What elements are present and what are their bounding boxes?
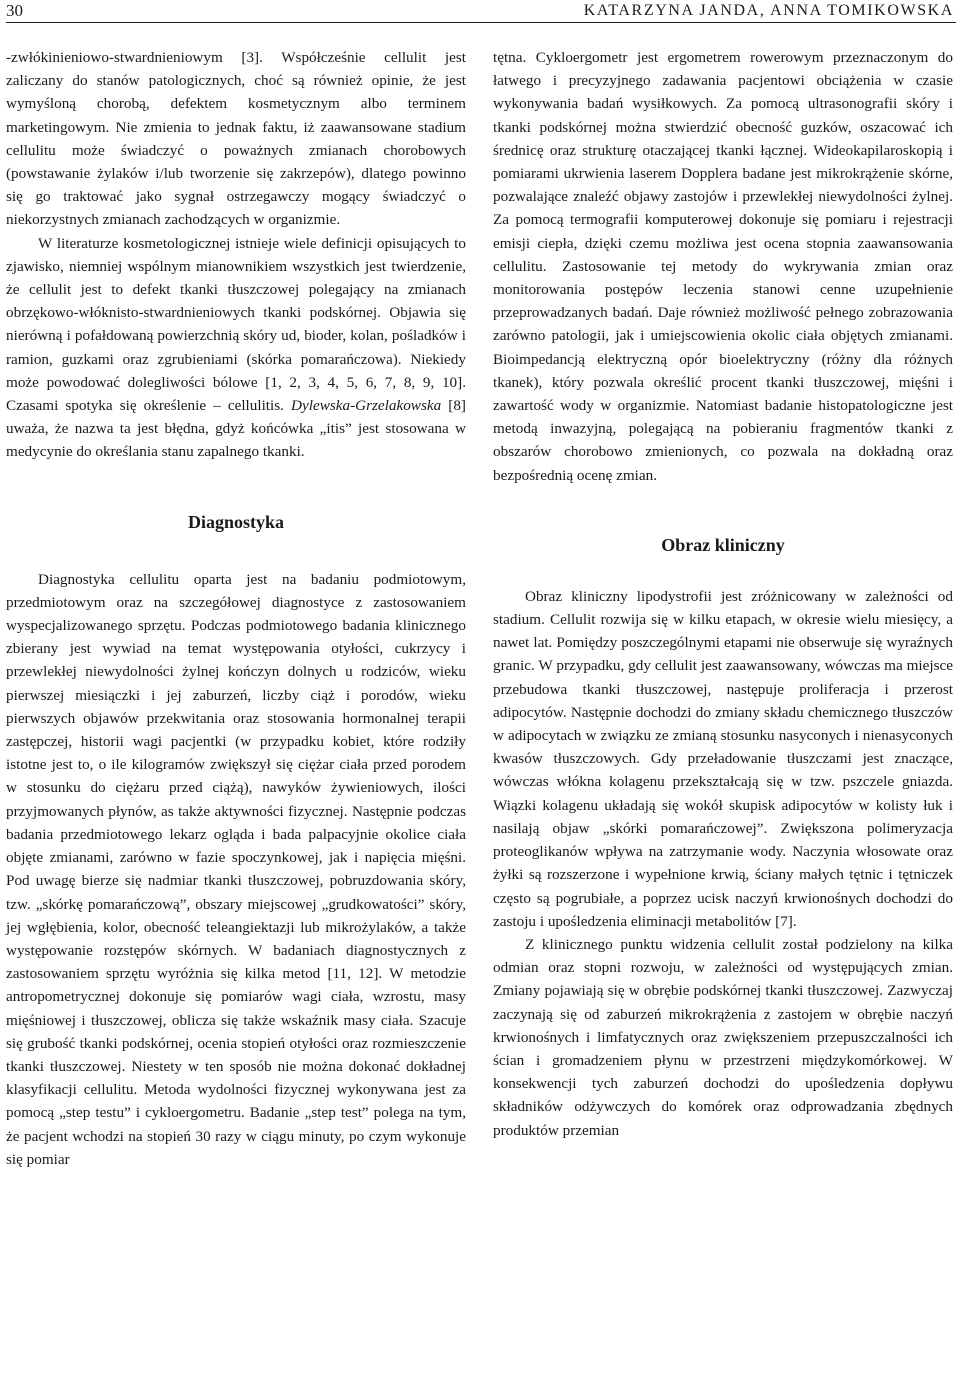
right-column: [493, 46, 953, 1142]
left-paragraph-1: -zwłókinieniowo-stwardnieniowym [3]. Współcześnie cellulit jest zaliczany do stanów patologicznych, choć są również opinie, że jest wymyśloną chorobą, defektem kosmetycznym albo terminem marketingowym. Nie zmienia to jednak faktu, iż zaawansowane stadium cellulitu może świadczyć o poważnych zmianach chorobowych (powstawanie żylaków i/lub tworzenie się zakrzepów), dlatego powinno się go traktować jako sygnał ostrzegawczy mogący świadczyć o niekorzystnych zmianach zachodzących w organizmie.: [6, 49, 466, 229]
right-paragraph-1: tętna. Cykloergometr jest ergometrem rowerowym przeznaczonym do łatwego i precyzyjnego zadawania pacjentowi obciążenia w czasie wykonywania badań wysiłkowych. Za pomocą ultrasonografii skóry i tkanki podskórnej można stwierdzić obecność guzków, oszacować ich średnicę oraz strukturę otaczającej tkanki łącznej. Wideokapilaroskopią i pomiarami ukrwienia laserem Dopplera badane jest mikrokrążenie skórne, pozwalające znaleźć objawy zastojów i przewlekłej niewydolności żylnej. Za pomocą termografii komputerowej dokonuje się pomiaru i rejestracji emisji ciepła, dzięki czemu możliwa jest ocena stopnia zaawansowania cellulitu. Zastosowanie tej metody do wykrywania zmian oraz monitorowania postępów leczenia stanowi cenne uzupełnienie przeprowadzanych badań. Daje również możliwość pełnego zobrazowania zarówno patologii, jak i umiejscowienia okolic ciała objętych zmianami. Bioimpedancją elektryczną opór bioelektryczny (różny dla różnych tkanek), który pozwala określić procent tkanki tłuszczowej, mięśni i zawartość wody w organizmie. Natomiast badanie histopatologiczne jest metodą inwazyjną, polegającą na pobieraniu fragmentów tkanki z obszarów chorobowo zmienionych, co pozwala na dokładną oraz bezpośrednią ocenę zmian.: [493, 49, 953, 484]
right-paragraph-2: Obraz kliniczny lipodystrofii jest zróżnicowany w zależności od stadium. Cellulit rozwija się w kilku etapach, w okresie wielu miesięcy, a nawet lat. Pomiędzy poszczególnymi etapami nie obserwuje się wyraźnych granic. W przypadku, gdy cellulit jest zaawansowany, wówczas ma miejsce przebudowa tkanki tłuszczowej, następuje proliferacja i przerost adipocytów. Następnie dochodzi do zmiany składu chemicznego tłuszczów w adipocytach w związku ze zmianą stosunku nasyconych i nienasyconych kwasów tłuszczowych. Gdy przeładowanie tłuszczami jest znaczące, wówczas włókna kolagenu przekształcają się w tzw. pszczele gniazda. Wiązki kolagenu układają się wokół skupisk adipocytów w kolisty łuk i nasilają objaw „skórki pomarańczowej”. Zwiększona polimeryzacja proteoglikanów wpływa na zatrzymanie wody. Naczynia włosowate oraz żyłki są rozszerzone i wypełnione krwią, ściany małych tętnic i tętniczek często są pogrubiałe, a poprzez ucisk naczyń krwionośnych dochodzi do zastoju i upośledzenia eliminacji metabolitów [7].: [493, 587, 953, 930]
header-rule: [6, 22, 956, 23]
cited-author: Dylewska-Grzelakowska: [291, 397, 442, 415]
left-column: [6, 46, 466, 1171]
left-paragraph-3: Diagnostyka cellulitu oparta jest na badaniu podmiotowym, przedmiotowym oraz na szczegółowej diagnostyce z zastosowaniem wyspecjalizowanego sprzętu. Podczas podmiotowego badania klinicznego zbierany jest wywiad na temat występowania otyłości, cukrzycy i przewlekłej niewydolności żylnej kończyn dolnych u rodziców, wieku pierwszej miesiączki i jej zaburzeń, liczby ciąż i porodów, wieku pierwszych objawów przekwitania oraz stosowania hormonalnej terapii zastępczej, historii wagi pacjentki (w przypadku kobiet, które rodziły istotne jest to, o ile kilogramów zwiększył się ciężar ciała przed porodem w stosunku do ciężaru przed ciążą), nawyków żywieniowych, ilości przyjmowanych płynów, as także aktywności fizycznej. Następnie podczas badania przedmiotowego lekarz ogląda i bada palpacyjnie okolice ciała objęte zmianami, zarówno w fazie spoczynkowej, jak i napięcia mięśni. Pod uwagę bierze się nadmiar tkanki tłuszczowej, pobruzdowania skóry, tzw. „skórkę pomarańczową”, obszary miejscowej „grudkowatości” skóry, jej wgłębienia, kolor, obecność teleangiektazji lub mikrożylaków, a także występowanie rozstępów skórnych. W badaniach diagnostycznych z zastosowaniem sprzętu wyróżnia się kilka metod [11, 12]. W metodzie antropometrycznej dokonuje się pomiarów wagi ciała, wzrostu, masy mięśniowej i tłuszczowej, oblicza się także wskaźnik masy ciała. Szacuje się grubość tkanki podskórnej, ocenia stopień otyłości oraz rozmieszczenie tkanki tłuszczowej. Niestety w ten sposób nie można dokonać dokładnej klasyfikacji cellulitu. Metoda wydolności fizycznej wykonywana jest za pomocą „step testu” i cykloergometru. Badanie „step test” polega na tym, że pacjent wchodzi na stopień 30 razy w ciągu minuty, po czym wykonuje się pomiar: [6, 570, 466, 1168]
left-paragraph-2: [6, 232, 466, 464]
right-paragraph-3: Z klinicznego punktu widzenia cellulit został podzielony na kilka odmian oraz stopni rozwoju, w zależności od występujących zmian. Zmiany pojawiają się w obrębie podskórnej tkanki tłuszczowej. Zazwyczaj zaczynają się od zaburzeń mikrokrążenia z zastojem w obrębie naczyń krwionośnych i limfatycznych oraz zwiększeniem przepuszczalności ich ścian i gromadzeniem płynu w przestrzeni międzykomórkowej. W konsekwencji tych zaburzeń dochodzi do upośledzenia dopływu składników odżywczych do komórek oraz odprowadzania zbędnych produktów przemian: [493, 935, 953, 1139]
left-paragraph-2-part-b: [8] uważa, że nazwa ta jest błędna, gdyż końcówka „itis” jest stosowana w medycynie do określania stanu zapalnego tkanki.: [6, 397, 466, 461]
running-header-authors: KATARZYNA JANDA, ANNA TOMIKOWSKA: [583, 2, 954, 19]
section-heading-obraz-kliniczny: Obraz kliniczny: [661, 534, 785, 555]
section-heading-diagnostyka: Diagnostyka: [187, 511, 285, 532]
left-paragraph-2-part-a: W literaturze kosmetologicznej istnieje wiele definicji opisujących to zjawisko, niemniej wspólnym mianownikiem wszystkich jest twierdzenie, że cellulit jest to defekt tkanki tłuszczowej polegający na zmianach obrzękowo-włóknisto-stwardnieniowych tkanki podskórnej. Objawia się nierówną i pofałdowaną powierzchnią skóry ud, bioder, kolan, pośladków i ramion, guzkami oraz zgrubieniami (skórka pomarańczowa). Niekiedy może powodować dolegliwości bólowe [1, 2, 3, 4, 5, 6, 7, 8, 9, 10]. Czasami spotyka się określenie – cellulitis.: [6, 234, 466, 415]
page-number: 30: [6, 1, 23, 20]
